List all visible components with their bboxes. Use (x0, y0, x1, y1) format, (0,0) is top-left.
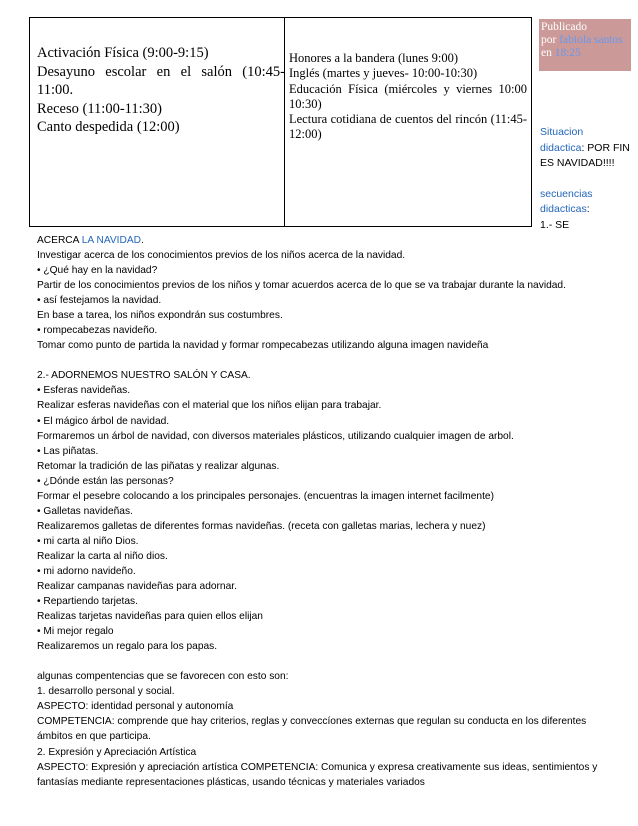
body-line: • ¿Qué hay en la navidad? (37, 265, 158, 277)
schedule-item: Desayuno escolar en el salón (10:45-11:00. (37, 63, 285, 98)
secuencias-item: 1.- SE (540, 218, 570, 231)
aspecto-paragraph: ASPECTO: Expresión y apreciación artística COMPETENCIA: Comunica y expresa creativamente sus ideas, sentimientos y fantasías mediante representaciones plásticas, usando técnicas y materiales variados (37, 761, 598, 788)
schedule-item: Educación Física (miércoles y viernes 10:00 10:30) (289, 81, 527, 111)
schedule-item: Inglés (martes y jueves- 10:00-10:30) (289, 66, 478, 81)
spacer (37, 654, 617, 669)
secuencias-block (540, 187, 635, 234)
competencia-paragraph: COMPETENCIA: comprende que hay criterios, reglas y conveccíones externas que regulan su conducta en los diferentes ámbitos en que participa. (37, 716, 587, 743)
body-line: • Esferas navideñas. (37, 385, 131, 397)
secuencias-label: secuencias (540, 187, 593, 200)
body-line: 2. Expresión y Apreciación Artística (37, 746, 197, 758)
acerca-link[interactable]: LA NAVIDAD (81, 235, 141, 246)
body-line: ASPECTO: identidad personal y autonomía (37, 701, 234, 713)
spacer (37, 353, 617, 368)
body-line: Tomar como punto de partida la navidad y formar rompecabezas utilizando alguna imagen navideña (37, 340, 489, 352)
body-line: Realizas tarjetas navideñas para quien ellos elijan (37, 611, 263, 623)
body-line: • Mi mejor regalo (37, 626, 114, 638)
body-line: Realizar esferas navideñas con el material que los niños elijan para trabajar. (37, 400, 382, 412)
schedule-item: Lectura cotidiana de cuentos del rincón (11:45-12:00) (289, 112, 527, 142)
schedule-item: Receso (11:00-11:30) (37, 100, 162, 117)
body-line: Realizar campanas navideñas para adornar. (37, 581, 237, 593)
secuencias-colon: : (586, 203, 590, 216)
body-line: En base a tarea, los niños expondrán sus costumbres. (37, 310, 283, 322)
acerca-prefix: ACERCA (37, 235, 82, 246)
document-body (37, 233, 617, 790)
publish-author-link[interactable]: fabiola santos (559, 34, 623, 46)
body-line: • Galletas navideñas. (37, 505, 133, 517)
schedule-item: Activación Física (9:00-9:15) (37, 45, 209, 61)
publish-time-link[interactable]: 18:25 (554, 47, 581, 59)
situacion-label: Situacion (540, 126, 584, 138)
body-line: Formar el pesebre colocando a los principales personajes. (encuentras la imagen internet facilmente) (37, 490, 494, 502)
body-line: • Repartiendo tarjetas. (37, 596, 138, 608)
publish-badge (539, 19, 631, 71)
body-line: • El mágico árbol de navidad. (37, 415, 170, 427)
acerca-heading (37, 233, 617, 248)
body-line: • rompecabezas navideño. (37, 325, 158, 337)
body-line: • mi carta al niño Dios. (37, 535, 139, 547)
body-line: 2.- ADORNEMOS NUESTRO SALÓN Y CASA. (37, 370, 251, 382)
body-line: Realizaremos un regalo para los papas. (37, 641, 218, 653)
acerca-suffix: . (141, 235, 144, 246)
body-line: • mi adorno navideño. (37, 565, 136, 577)
publish-por: por (541, 34, 557, 46)
body-line: Investigar acerca de los conocimientos previos de los niños acerca de la navidad. (37, 250, 406, 262)
schedule-item: Canto despedida (12:00) (37, 119, 180, 135)
body-line: • así festejamos la navidad. (37, 295, 162, 307)
schedule-left-column (37, 44, 285, 137)
body-line: Realizaremos galletas de diferentes formas navideñas. (receta con galletas marias, lechera y nuez) (37, 520, 486, 532)
schedule-item: Honores a la bandera (lunes 9:00) (289, 51, 459, 65)
publish-en: en (541, 47, 552, 59)
body-line: Formaremos un árbol de navidad, con diversos materiales plásticos, utilizando cualquier imagen de arbol. (37, 430, 514, 442)
body-line: • ¿Dónde están las personas? (37, 475, 174, 487)
schedule-mid-column (289, 51, 527, 143)
situacion-text: : POR FIN ES NAVIDAD!!!! (540, 141, 630, 170)
body-line: Realizar la carta al niño dios. (37, 550, 168, 562)
sidebar-info (540, 125, 635, 234)
situacion-block (540, 125, 635, 172)
body-line: Partir de los conocimientos previos de los niños y tomar acuerdos acerca de lo que se va trabajar durante la navidad. (37, 280, 566, 292)
secuencias-label-2: didacticas (540, 203, 587, 216)
publish-label: Publicado (541, 21, 587, 33)
situacion-label-2: didactica (540, 141, 582, 154)
body-line: • Las piñatas. (37, 445, 99, 457)
body-line: 1. desarrollo personal y social. (37, 686, 175, 698)
body-line: algunas compentencias que se favorecen con esto son: (37, 671, 289, 683)
body-line: Retomar la tradición de las piñatas y realizar algunas. (37, 460, 280, 472)
